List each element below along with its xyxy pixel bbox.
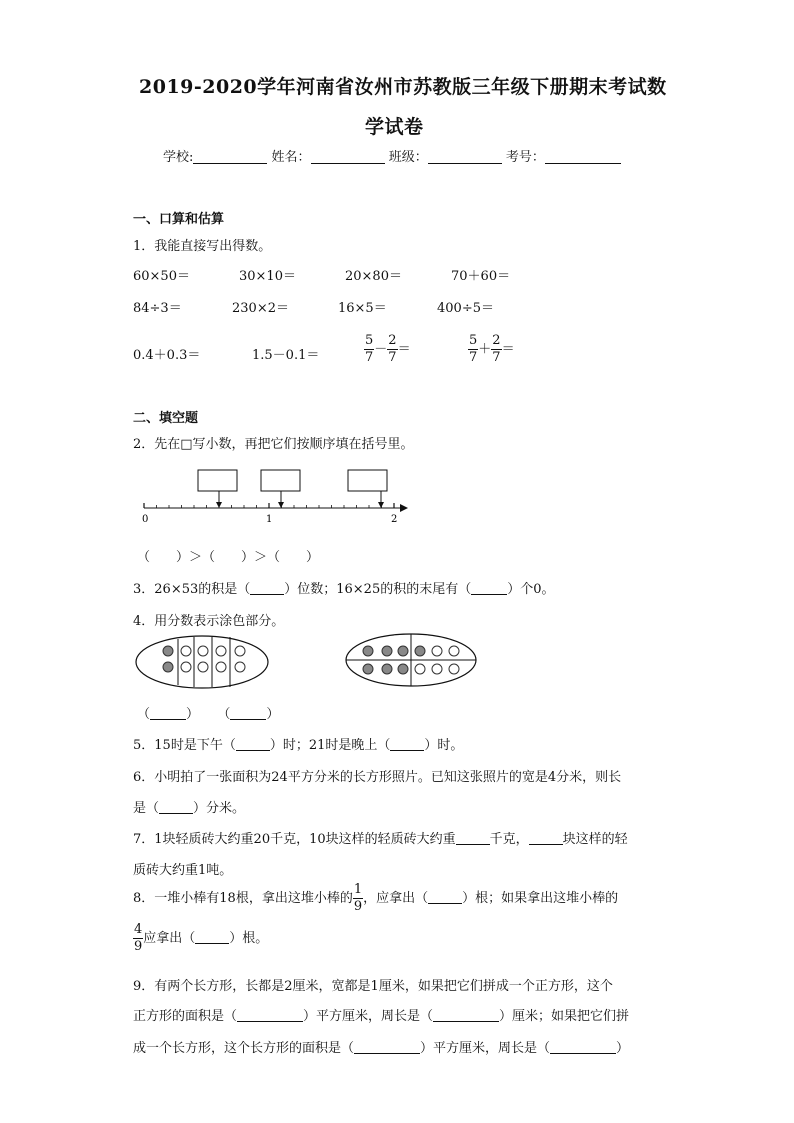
q3-blank-1[interactable]: [250, 594, 284, 595]
school-label: 学校:: [163, 150, 194, 165]
section-2-heading: 二、填空题: [133, 411, 199, 426]
class-label: 班级：: [388, 150, 428, 165]
page-title-line2: 学试卷: [365, 116, 424, 138]
axis-arrow: [400, 504, 408, 512]
q1-item: 30×10＝: [239, 269, 296, 284]
school-blank[interactable]: [193, 149, 267, 164]
q3-blank-2[interactable]: [471, 594, 507, 595]
answer-box-3: [348, 470, 387, 491]
page-title-line1: 2019-2020学年河南省汝州市苏教版三年级下册期末考试数: [139, 76, 667, 98]
q7-blank-2[interactable]: [529, 844, 563, 845]
q4-prompt: 4．用分数表示涂色部分。: [133, 614, 285, 629]
q4-blank-1[interactable]: [150, 719, 186, 720]
q9-line1: 9．有两个长方形，长都是2厘米，宽都是1厘米，如果把它们拼成一个正方形，这个: [133, 979, 613, 994]
q9-blank-4[interactable]: [550, 1053, 616, 1054]
axis-label-0: 0: [142, 514, 149, 525]
exam-no-blank[interactable]: [545, 149, 621, 164]
q9-blank-2[interactable]: [433, 1021, 499, 1022]
exam-no-label: 考号：: [505, 150, 545, 165]
q9-blank-3[interactable]: [354, 1053, 420, 1054]
q8-blank-1[interactable]: [428, 903, 462, 904]
q1-item: 1.5－0.1＝: [252, 348, 320, 363]
q8-line1: 8．一堆小棒有18根，拿出这堆小棒的 $\frac{1}{9}$ ，应拿出（ ）根；如果拿出这堆小棒的: [133, 882, 619, 914]
q6-line1: 6．小明拍了一张面积为24平方分米的长方形照片。已知这张照片的宽是4分米，则长: [133, 770, 622, 785]
q5: 5．15时是下午（ ）时；21时是晚上（ ）时。: [133, 738, 464, 753]
q2-prompt: 2．先在□写小数，再把它们按顺序填在括号里。: [133, 437, 414, 452]
q4-oval-1: [134, 633, 274, 691]
q9-line2: 正方形的面积是（ ）平方厘米，周长是（ ）厘米；如果把它们拼: [133, 1009, 630, 1024]
q1-item: 20×80＝: [345, 269, 402, 284]
q5-blank-1[interactable]: [236, 750, 270, 751]
q4-blank-2[interactable]: [230, 719, 266, 720]
q1-item: 0.4＋0.3＝: [133, 348, 201, 363]
class-blank[interactable]: [428, 149, 502, 164]
q2-answer-line[interactable]: （ ）＞（ ）＞（ ）: [137, 550, 320, 565]
axis-label-2: 2: [391, 514, 398, 525]
q7-line1: 7．1块轻质砖大约重20千克，10块这样的轻质砖大约重 千克， 块这样的轻: [133, 832, 628, 847]
q4-oval-2: [344, 631, 478, 689]
q1-item: 400÷5＝: [437, 301, 494, 316]
name-blank[interactable]: [311, 149, 385, 164]
q1-item: 70＋60＝: [451, 269, 511, 284]
q1-fraction-subtract: $\frac{5}{7}$ － $\frac{2}{7}$ ＝: [365, 333, 411, 365]
answer-box-2: [261, 470, 300, 491]
q7-blank-1[interactable]: [456, 844, 490, 845]
q1-fraction-add: $\frac{5}{7}$ ＋ $\frac{2}{7}$ ＝: [469, 333, 515, 365]
q9-blank-1[interactable]: [237, 1021, 303, 1022]
q5-blank-2[interactable]: [390, 750, 424, 751]
q6-line2: 是（ ）分米。: [133, 801, 246, 816]
q1-prompt: 1．我能直接写出得数。: [133, 239, 272, 254]
section-1-heading: 一、口算和估算: [133, 212, 225, 227]
q9-line3: 成一个长方形，这个长方形的面积是（ ）平方厘米，周长是（ ）: [133, 1041, 630, 1056]
q3: 3．26×53的积是（ ）位数；16×25的积的末尾有（ ）个0。: [133, 582, 555, 597]
q4-answers: （ ） （ ）: [137, 707, 280, 722]
q1-item: 60×50＝: [133, 269, 190, 284]
q8-line2: $\frac{4}{9}$ 应拿出（ ）根。: [134, 922, 269, 954]
q1-item: 230×2＝: [232, 301, 289, 316]
name-label: 姓名：: [271, 150, 311, 165]
q1-item: 16×5＝: [338, 301, 387, 316]
q8-blank-2[interactable]: [195, 943, 229, 944]
q7-line2: 质砖大约重1吨。: [133, 863, 233, 878]
student-info-line: [163, 146, 621, 165]
q6-blank[interactable]: [159, 813, 193, 814]
answer-box-1: [198, 470, 237, 491]
q1-item: 84÷3＝: [133, 301, 182, 316]
q2-number-line: [130, 462, 410, 528]
axis-label-1: 1: [266, 514, 273, 525]
